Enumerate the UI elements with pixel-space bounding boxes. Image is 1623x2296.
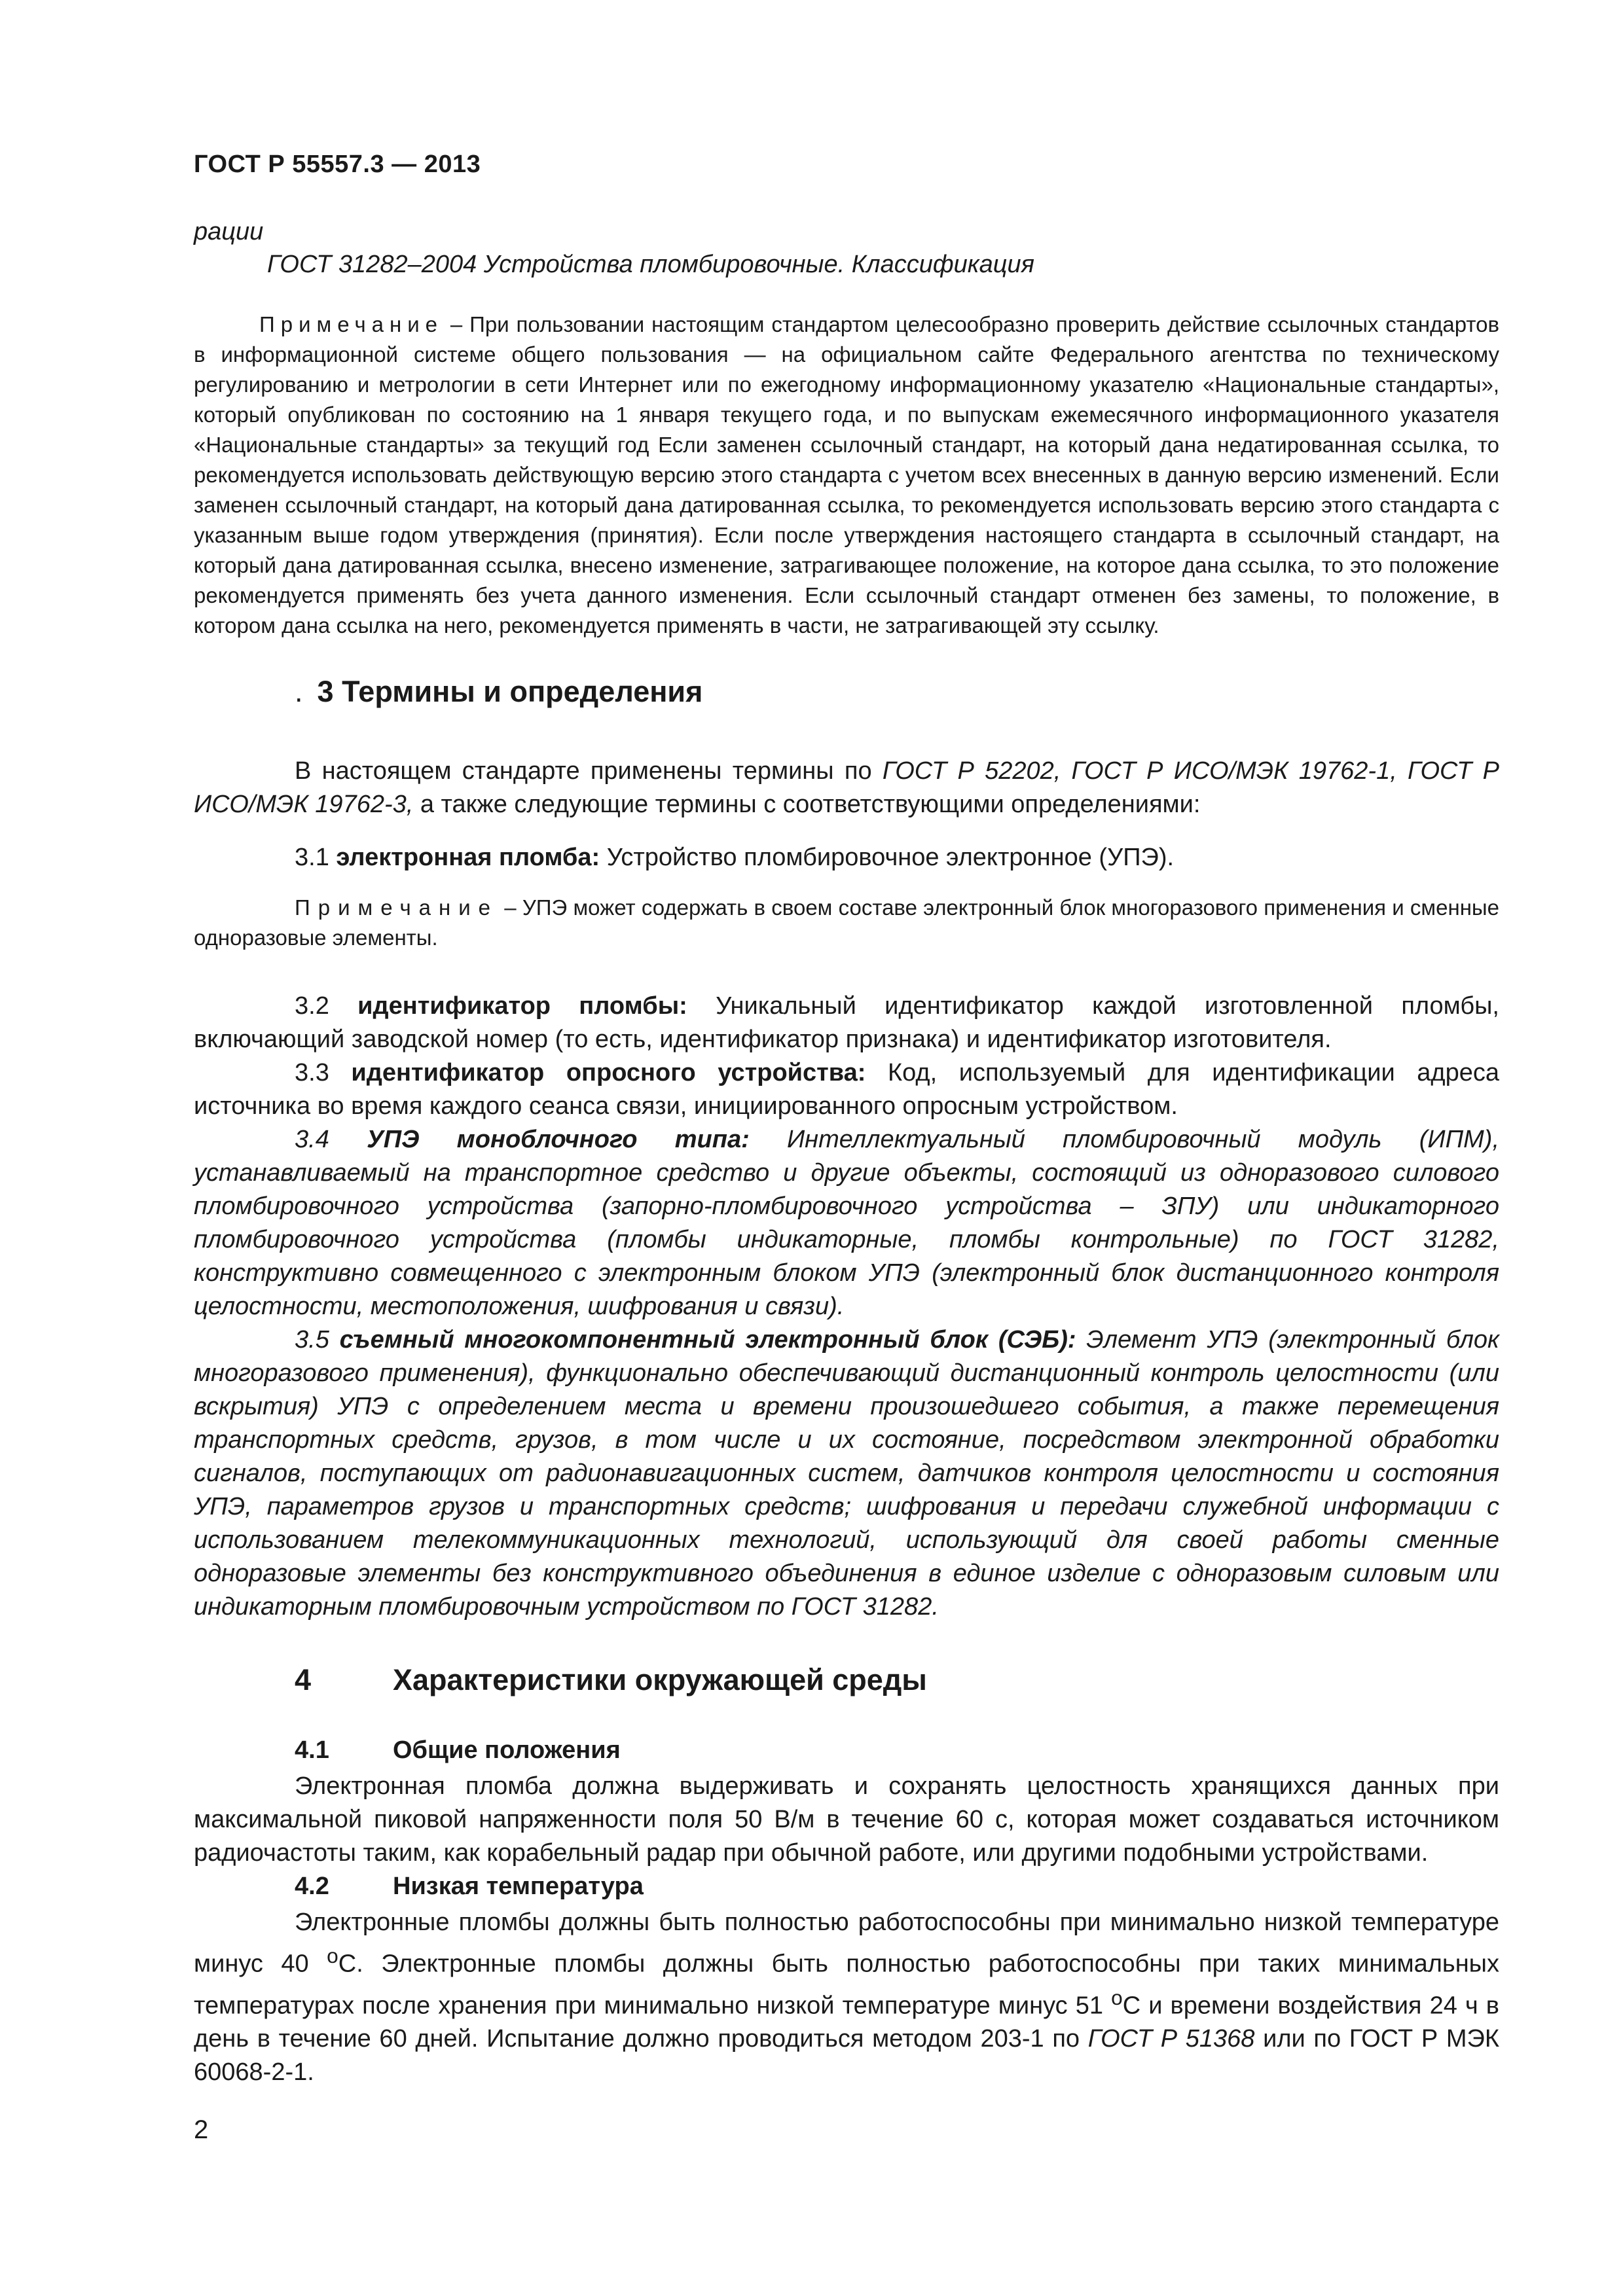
subsection-4-2-heading bbox=[295, 1870, 1499, 1903]
degree-sign: о bbox=[327, 1944, 338, 1967]
note-text: – При пользовании настоящим стандартом целесообразно проверить действие ссылочных стандартов в информационной системе общего пользования — на официальном сайте Федерального агентства по техническому регулированию и метрологии в сети Интернет или по ежегодному информационному указателю «Национальные стандарты», который опубликован по состоянию на 1 января текущего года, и по выпускам ежемесячного информационного указателя «Национальные стандарты» за текущий год Если заменен ссылочный стандарт, на который дана недатированная ссылка, то рекомендуется использовать действующую версию этого стандарта с учетом всех внесенных в данную версию изменений. Если заменен ссылочный стандарт, на который дана датированная ссылка, то рекомендуется использовать версию этого стандарта с указанным выше годом утверждения (принятия). Если после утверждения настоящего стандарта в ссылочный стандарт, на который дана датированная ссылка, внесено изменение, затрагивающее положение, на которое дана ссылка, то это положение рекомендуется применять без учета данного изменения. Если ссылочный стандарт отменен без замены, то положение, в котором дана ссылка на него, рекомендуется применять в части, не затрагивающей эту ссылку. bbox=[194, 312, 1499, 637]
term-3-2 bbox=[194, 990, 1499, 1056]
term-name: идентификатор опросного устройства: bbox=[351, 1059, 866, 1086]
section-4-heading bbox=[295, 1663, 1499, 1697]
para-text: С и времени воздействия 24 ч в день в течение 60 дней. Испытание должно проводиться методом 203-1 по bbox=[194, 1992, 1499, 2053]
subsection-title: Общие положения bbox=[393, 1736, 621, 1764]
subsection-4-1-heading bbox=[295, 1734, 1499, 1767]
note-upe bbox=[194, 893, 1499, 953]
page-header: ГОСТ Р 55557.3 — 2013 bbox=[194, 151, 481, 178]
stray-dot: . bbox=[295, 675, 303, 708]
standard-ref: ГОСТ Р 51368 bbox=[1087, 2025, 1255, 2053]
section-3-title: Термины и определения bbox=[342, 675, 703, 708]
term-name: идентификатор пломбы: bbox=[357, 992, 687, 1020]
note-label: Примечание bbox=[295, 895, 499, 920]
carryover-text: рации bbox=[194, 218, 264, 245]
term-3-5 bbox=[194, 1323, 1499, 1624]
intro-text: В настоящем стандарте применены термины по bbox=[295, 757, 883, 785]
intro-text-end: а также следующие термины с соответствующими определениями: bbox=[413, 791, 1201, 818]
term-number: 3.3 bbox=[295, 1059, 352, 1086]
term-name: электронная пломба: bbox=[336, 844, 600, 871]
term-definition: Код, используемый для идентификации адреса источника во время каждого сеанса связи, инициированного опросным устройством. bbox=[194, 1059, 1499, 1120]
para-text: С. Электронные пломбы должны быть полностью работоспособны при таких минимальных температурах после хранения при минимально низкой температуре минус 51 bbox=[194, 1950, 1499, 2020]
term-definition: Интеллектуальный пломбировочный модуль (ИПМ), устанавливаемый на транспортное средство и другие объекты, состоящий из одноразового силового пломбировочного устройства (запорно-пломбировочного устройства – ЗПУ) или индикаторного пломбировочного устройства (пломбы индикаторные, пломбы контрольные) по ГОСТ 31282, конструктивно совмещенного с электронным блоком УПЭ (электронный блок дистанционного контроля целостности, местоположения, шифрования и связи). bbox=[194, 1126, 1500, 1320]
page-number: 2 bbox=[194, 2115, 209, 2144]
note-text: – УПЭ может содержать в своем составе электронный блок многоразового применения и сменные одноразовые элементы. bbox=[194, 895, 1499, 950]
term-3-4 bbox=[194, 1123, 1499, 1323]
section-3-number: 3 bbox=[317, 675, 334, 708]
term-definition: Устройство пломбировочное электронное (УПЭ). bbox=[600, 844, 1175, 871]
subsection-number: 4.1 bbox=[295, 1736, 329, 1764]
term-3-3 bbox=[194, 1056, 1499, 1123]
note-references bbox=[194, 310, 1499, 641]
term-number: 3.1 bbox=[295, 844, 337, 871]
section-3-intro bbox=[194, 755, 1499, 821]
intro-refs: ГОСТ Р 52202, ГОСТ Р ИСО/МЭК 19762-1, ГОСТ Р ИСО/МЭК 19762-3, bbox=[194, 757, 1499, 818]
subsection-4-1-text: Электронная пломба должна выдерживать и сохранять целостность хранящихся данных при максимальной пиковой напряженности поля 50 В/м в течение 60 с, которая может создаваться источником радиочастоты таким, как корабельный радар при обычной работе, или другими подобными устройствами. bbox=[194, 1772, 1499, 1867]
term-definition: Уникальный идентификатор каждой изготовленной пломбы, включающий заводской номер (то есть, идентификатор признака) и идентификатор изготовителя. bbox=[194, 992, 1499, 1053]
degree-sign: о bbox=[1111, 1985, 1123, 2009]
page-content bbox=[194, 151, 1499, 2089]
para-text: Электронные пломбы должны быть полностью работоспособны при минимально низкой температуре минус 40 bbox=[194, 1909, 1499, 1978]
subsection-title: Низкая температура bbox=[393, 1873, 644, 1900]
note-label: Примечание bbox=[259, 312, 444, 336]
term-definition: Элемент УПЭ (электронный блок многоразового применения), функционально обеспечивающий дистанционный контроль целостности (или вскрытия) УПЭ с определением места и времени произошедшего события, а также перемещения транспортных средств, грузов, в том числе и их состояние, посредством электронной обработки сигналов, поступающих от радионавигационных систем, датчиков контроля целостности и состояния УПЭ, параметров грузов и транспортных средств; шифрования и передачи служебной информации с использованием телекоммуникационных технологий, использующий для своей работы сменные одноразовые элементы без конструктивного объединения в единое изделие с одноразовым силовым или индикаторным пломбировочным устройством по ГОСТ 31282. bbox=[194, 1326, 1499, 1621]
subsection-number: 4.2 bbox=[295, 1873, 329, 1900]
term-3-1 bbox=[194, 841, 1499, 874]
section-3-heading bbox=[295, 675, 1499, 709]
section-4-title: Характеристики окружающей среды bbox=[393, 1663, 927, 1696]
term-number: 3.4 bbox=[295, 1126, 367, 1153]
section-4-number: 4 bbox=[295, 1663, 312, 1696]
term-number: 3.5 bbox=[295, 1326, 340, 1354]
term-name: съемный многокомпонентный электронный блок (СЭБ): bbox=[339, 1326, 1076, 1354]
referenced-standard: ГОСТ 31282–2004 Устройства пломбировочные. Классификация bbox=[267, 251, 1034, 278]
term-name: УПЭ моноблочного типа: bbox=[367, 1126, 750, 1153]
para-text: или по ГОСТ Р МЭК 60068-2-1. bbox=[194, 2025, 1499, 2087]
subsection-4-2-text bbox=[194, 1906, 1499, 2089]
term-number: 3.2 bbox=[295, 992, 358, 1020]
